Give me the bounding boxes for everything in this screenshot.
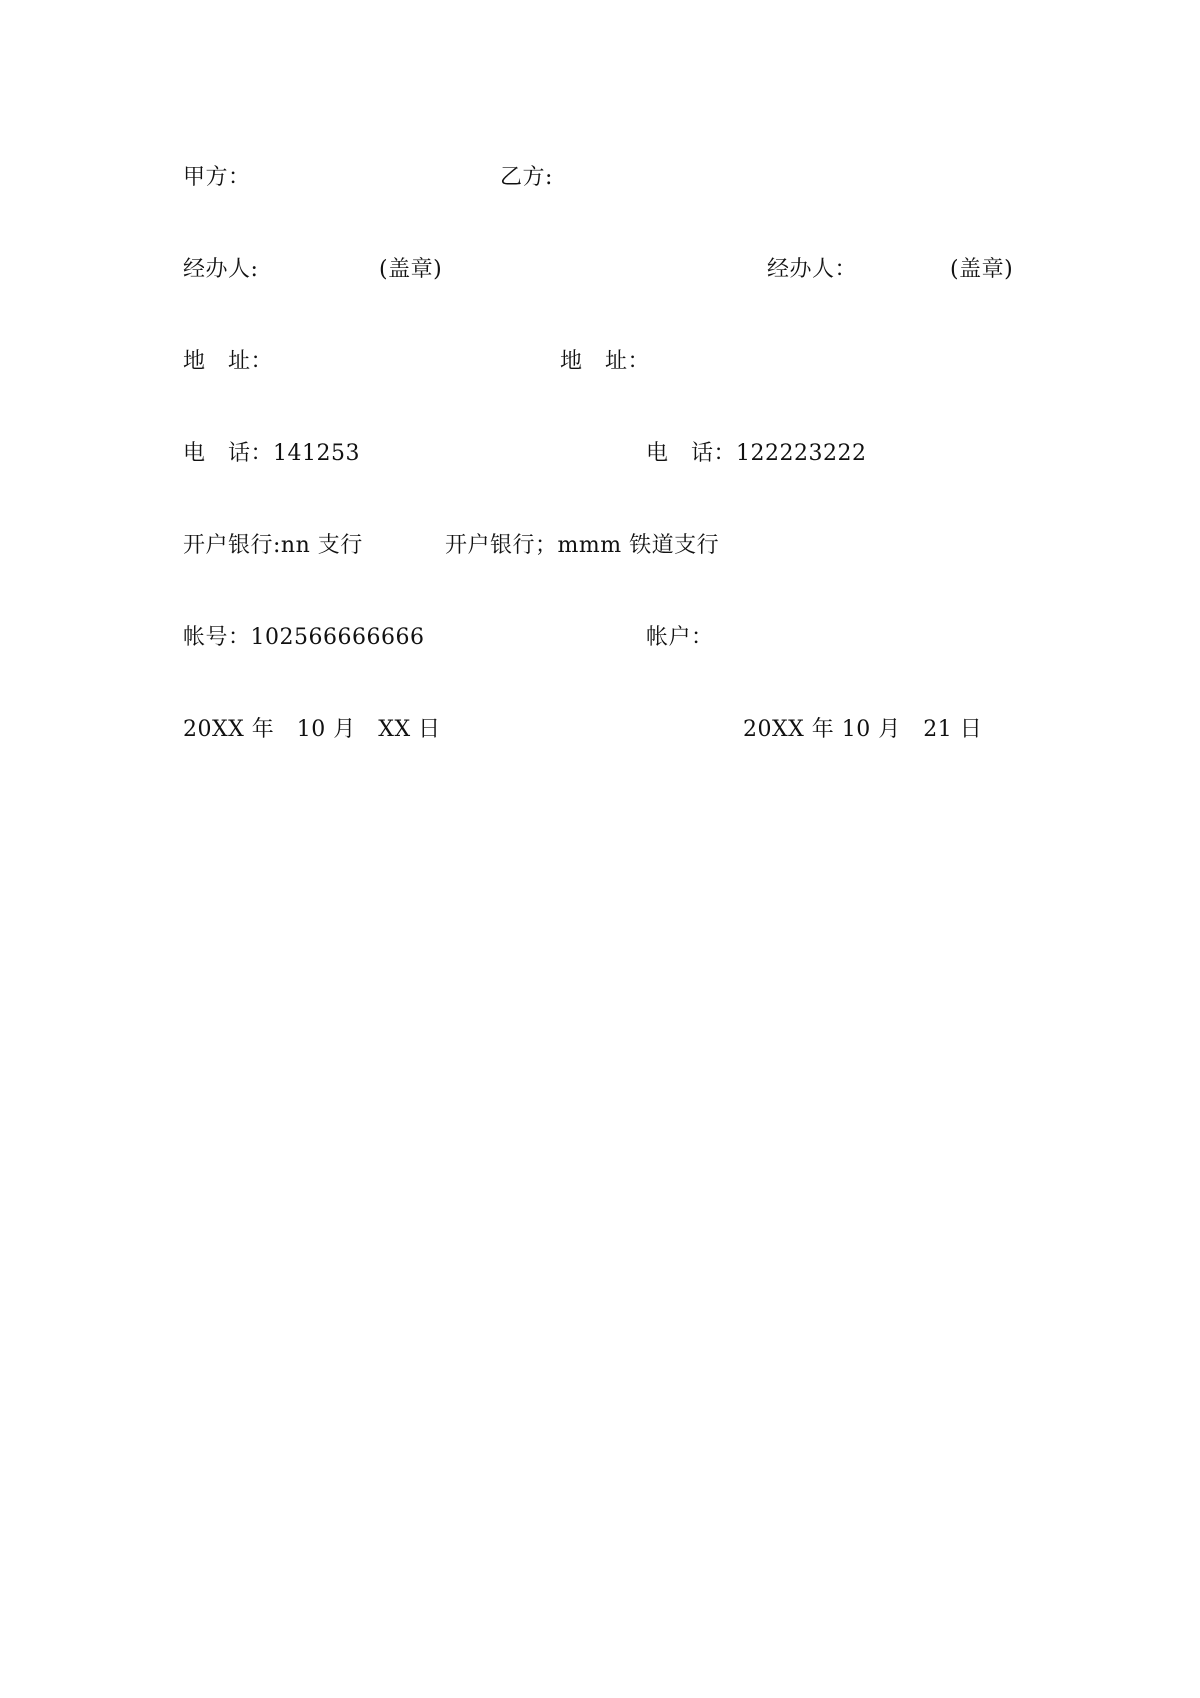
- party-a-phone: 电 话：141253: [183, 441, 360, 466]
- party-b-phone: 电 话：122223222: [646, 441, 867, 466]
- party-a-account: 帐号：102566666666: [183, 625, 425, 650]
- party-a-bank: 开户银行:nn 支行: [183, 533, 363, 558]
- party-b-account-label: 帐户：: [646, 625, 714, 650]
- party-b-label: 乙方:: [500, 165, 553, 190]
- party-b-address-label: 地 址：: [560, 349, 651, 374]
- party-b-agent-label: 经办人：: [767, 257, 858, 282]
- party-b-seal-label: (盖章): [950, 257, 1014, 282]
- party-a-address-label: 地 址：: [183, 349, 274, 374]
- party-b-date: 20XX 年 10 月 21 日: [743, 717, 983, 742]
- party-a-label: 甲方：: [183, 165, 251, 190]
- party-b-bank: 开户银行；mmm 铁道支行: [445, 533, 720, 558]
- party-a-seal-label: (盖章): [379, 257, 443, 282]
- party-a-agent-label: 经办人:: [183, 257, 259, 282]
- party-a-date: 20XX 年 10 月 XX 日: [183, 717, 441, 742]
